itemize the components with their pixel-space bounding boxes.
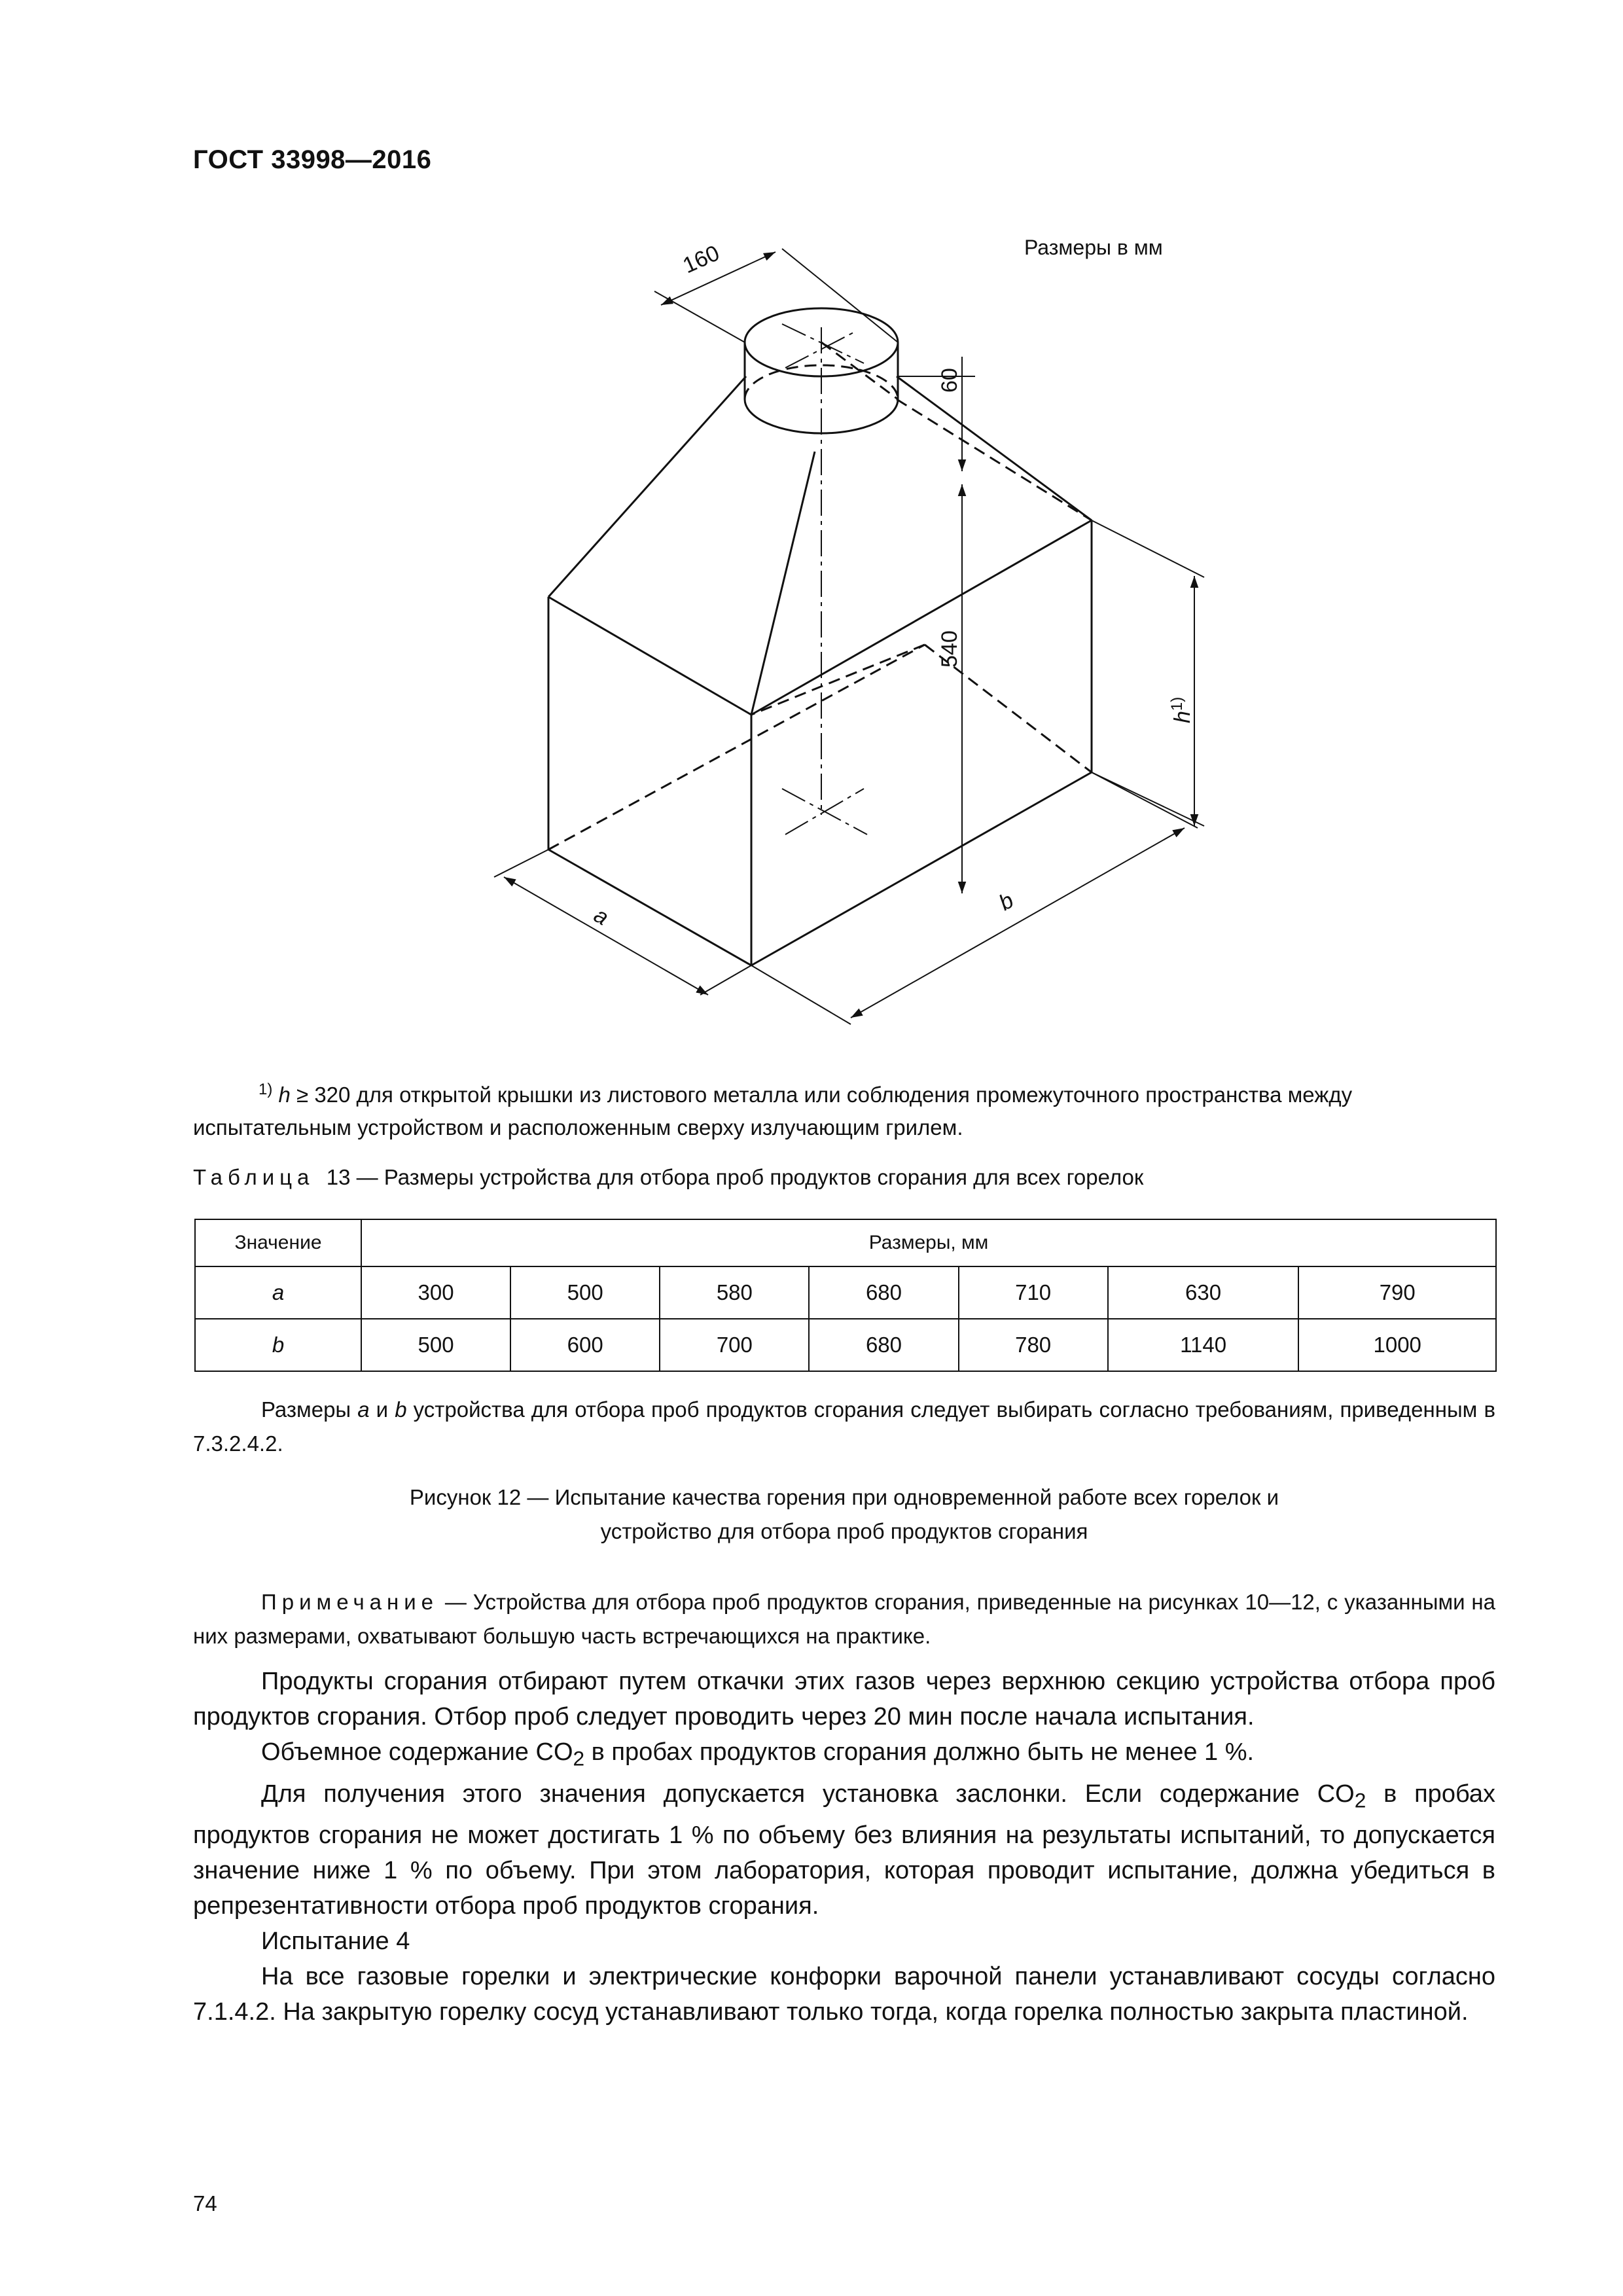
technical-drawing — [0, 0, 1623, 1060]
dimensions-note: Размеры в мм — [1024, 236, 1163, 259]
base-cross — [785, 789, 864, 834]
note-text: — Устройства для отбора проб продуктов сгорания, приведенные на рисунках 10—12, с указанными на них размерами, охватывают большую часть встречающихся на практике. — [193, 1590, 1495, 1648]
extension-line — [782, 249, 898, 342]
table-row — [195, 1266, 1496, 1319]
row-label: a — [195, 1266, 361, 1319]
dim-label-160: 160 — [679, 240, 724, 279]
extension-line — [751, 965, 851, 1024]
dim-label-a: a — [590, 903, 613, 931]
row-label: b — [195, 1319, 361, 1371]
hidden-edge — [548, 645, 925, 850]
document-header: ГОСТ 33998—2016 — [193, 145, 432, 174]
figure-caption — [193, 1480, 1495, 1549]
note-paragraph — [193, 1585, 1495, 1653]
box-edge — [548, 597, 751, 715]
dimensions-table — [194, 1219, 1497, 1372]
extension-line — [1092, 772, 1198, 828]
footnote-variable: h — [278, 1083, 291, 1107]
page-number: 74 — [193, 2191, 217, 2215]
table-cell: 790 — [1298, 1266, 1496, 1319]
table-cell: 580 — [660, 1266, 809, 1319]
paragraph: Для получения этого значения допускается установка заслонки. Если содержание $CO_2$ в пробах продуктов сгорания не может достигать 1 % по объему без влияния на результаты испытаний, то допускается значение ниже 1 % по объему. При этом лаборатория, которая проводит испытание, должна убедиться в репрезентативности отбора проб продуктов сгорания. — [193, 1780, 1495, 1920]
footnote-text: ≥ 320 для открытой крышки из листового металла или соблюдения промежуточного пространства между испытательным устройством и расположенным сверху излучающим грилем. — [193, 1083, 1353, 1139]
paragraph: Объемное содержание $CO_2$ в пробах продуктов сгорания должно быть не менее 1 %. — [261, 1738, 1255, 1770]
table-cell: 500 — [361, 1319, 510, 1371]
table-cell: 600 — [510, 1319, 660, 1371]
hidden-edge — [751, 645, 925, 715]
table-caption-prefix: Таблица — [193, 1165, 315, 1189]
table-header-row — [195, 1219, 1496, 1266]
hood-edge — [897, 376, 1092, 520]
table-cell: 1140 — [1108, 1319, 1299, 1371]
footnote-marker: 1) — [259, 1081, 273, 1098]
note-label: Примечание — [261, 1590, 439, 1614]
body-text — [193, 1664, 1495, 2030]
table-cell: 710 — [959, 1266, 1108, 1319]
extension-line — [1092, 772, 1204, 826]
table-cell: 300 — [361, 1266, 510, 1319]
table-cell: 630 — [1108, 1266, 1299, 1319]
dim-label-b: b — [995, 888, 1018, 916]
dim-line-a — [504, 877, 708, 995]
table-cell: 700 — [660, 1319, 809, 1371]
box-edge — [548, 850, 751, 965]
dim-label-h: $h^{1)}$ — [1168, 696, 1195, 723]
figure-footnote — [193, 1073, 1495, 1144]
table-caption — [193, 1165, 1143, 1190]
figure-caption-line: Рисунок 12 — Испытание качества горения при одновременной работе всех горелок и — [409, 1485, 1279, 1509]
box-edge — [751, 772, 1092, 965]
table-cell: 680 — [809, 1266, 958, 1319]
table-cell: 500 — [510, 1266, 660, 1319]
header-cell: Значение — [195, 1219, 361, 1266]
extension-line — [1092, 520, 1204, 577]
hood-edge — [548, 376, 746, 597]
paragraph: На все газовые горелки и электрические конфорки варочной панели устанавливают сосуды согласно 7.1.4.2. На закрытую горелку сосуд устанавливают только тогда, когда горелка полностью закрыта пластиной. — [193, 1963, 1495, 2026]
table-cell: 1000 — [1298, 1319, 1496, 1371]
paragraph: Продукты сгорания отбирают путем откачки этих газов через верхнюю секцию устройства отбора проб продуктов сгорания. Отбор проб следует проводить через 20 мин после начала испытания. — [193, 1668, 1495, 1731]
dim-label-540: 540 — [937, 630, 962, 668]
extension-line — [700, 965, 751, 995]
dim-line-b — [851, 828, 1185, 1018]
box-edge — [751, 520, 1092, 715]
table-cell: 780 — [959, 1319, 1108, 1371]
dim-label-60: 60 — [937, 368, 962, 393]
extension-line — [654, 291, 745, 342]
figure-caption-line: устройство для отбора проб продуктов сгорания — [600, 1519, 1088, 1543]
paragraph: Испытание 4 — [261, 1928, 410, 1956]
header-cell: Размеры, мм — [361, 1219, 1496, 1266]
table-note: Размеры a и b устройства для отбора проб продуктов сгорания следует выбирать согласно требованиям, приведенным в 7.3.2.4.2. — [193, 1397, 1495, 1456]
table-caption-text: 13 — Размеры устройства для отбора проб продуктов сгорания для всех горелок — [326, 1165, 1144, 1189]
hood-edge — [751, 452, 815, 715]
table-row — [195, 1319, 1496, 1371]
center-cross — [782, 324, 864, 363]
hidden-edge — [897, 399, 1092, 520]
hidden-edge — [821, 342, 898, 399]
table-cell: 680 — [809, 1319, 958, 1371]
extension-line — [494, 850, 548, 877]
